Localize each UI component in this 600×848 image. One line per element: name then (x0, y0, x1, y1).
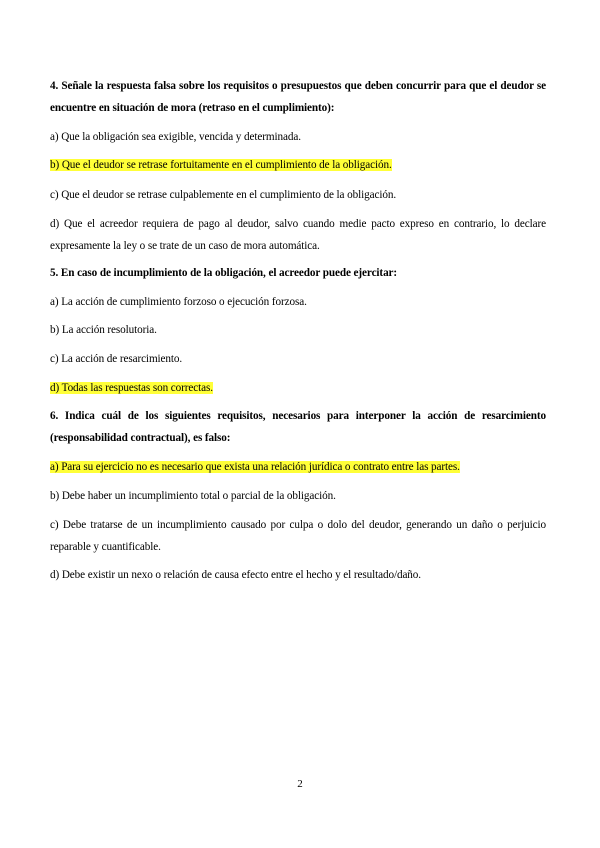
question-4-option-a (50, 126, 546, 148)
option-text: a) Que la obligación sea exigible, vencida y determinada. (50, 131, 301, 143)
option-text: c) La acción de resarcimiento. (50, 353, 183, 365)
page-number: 2 (297, 778, 303, 790)
question-4-option-d (50, 213, 546, 257)
question-5-option-a (50, 291, 546, 313)
question-5-prompt: 5. En caso de incumplimiento de la obligación, el acreedor puede ejercitar: (50, 267, 398, 279)
question-6-prompt: 6. Indica cuál de los siguientes requisitos, necesarios para interponer la acción de resarcimiento (responsabilidad contractual), es falso: (50, 410, 546, 444)
question-6-option-b (50, 485, 546, 507)
question-4-prompt: 4. Señale la respuesta falsa sobre los requisitos o presupuestos que deben concurrir para que el deudor se encuentre en situación de mora (retraso en el cumplimiento): (50, 80, 546, 114)
option-text: b) Debe haber un incumplimiento total o parcial de la obligación. (50, 490, 336, 502)
question-4-option-b (50, 154, 546, 176)
option-text-highlighted: a) Para su ejercicio no es necesario que exista una relación jurídica o contrato entre las partes. (50, 461, 460, 473)
question-4-option-c (50, 184, 546, 206)
option-text-highlighted: d) Todas las respuestas son correctas. (50, 382, 213, 394)
option-text: d) Que el acreedor requiera de pago al deudor, salvo cuando medie pacto expreso en contrario, lo declare expresamente la ley o se trate de un caso de mora automática. (50, 218, 546, 252)
option-text-highlighted: b) Que el deudor se retrase fortuitamente en el cumplimiento de la obligación. (50, 159, 392, 171)
option-text: d) Debe existir un nexo o relación de causa efecto entre el hecho y el resultado/daño. (50, 569, 421, 581)
question-6-option-c (50, 514, 546, 558)
option-text: c) Debe tratarse de un incumplimiento causado por culpa o dolo del deudor, generando un daño o perjuicio reparable y cuantificable. (50, 519, 546, 553)
option-text: c) Que el deudor se retrase culpablemente en el cumplimiento de la obligación. (50, 189, 397, 201)
question-5-option-d (50, 377, 546, 399)
option-text: b) La acción resolutoria. (50, 324, 157, 336)
question-5-option-b (50, 319, 546, 341)
option-text: a) La acción de cumplimiento forzoso o ejecución forzosa. (50, 296, 307, 308)
question-6-option-d (50, 564, 546, 586)
question-5-option-c (50, 348, 546, 370)
question-6-option-a (50, 456, 546, 478)
